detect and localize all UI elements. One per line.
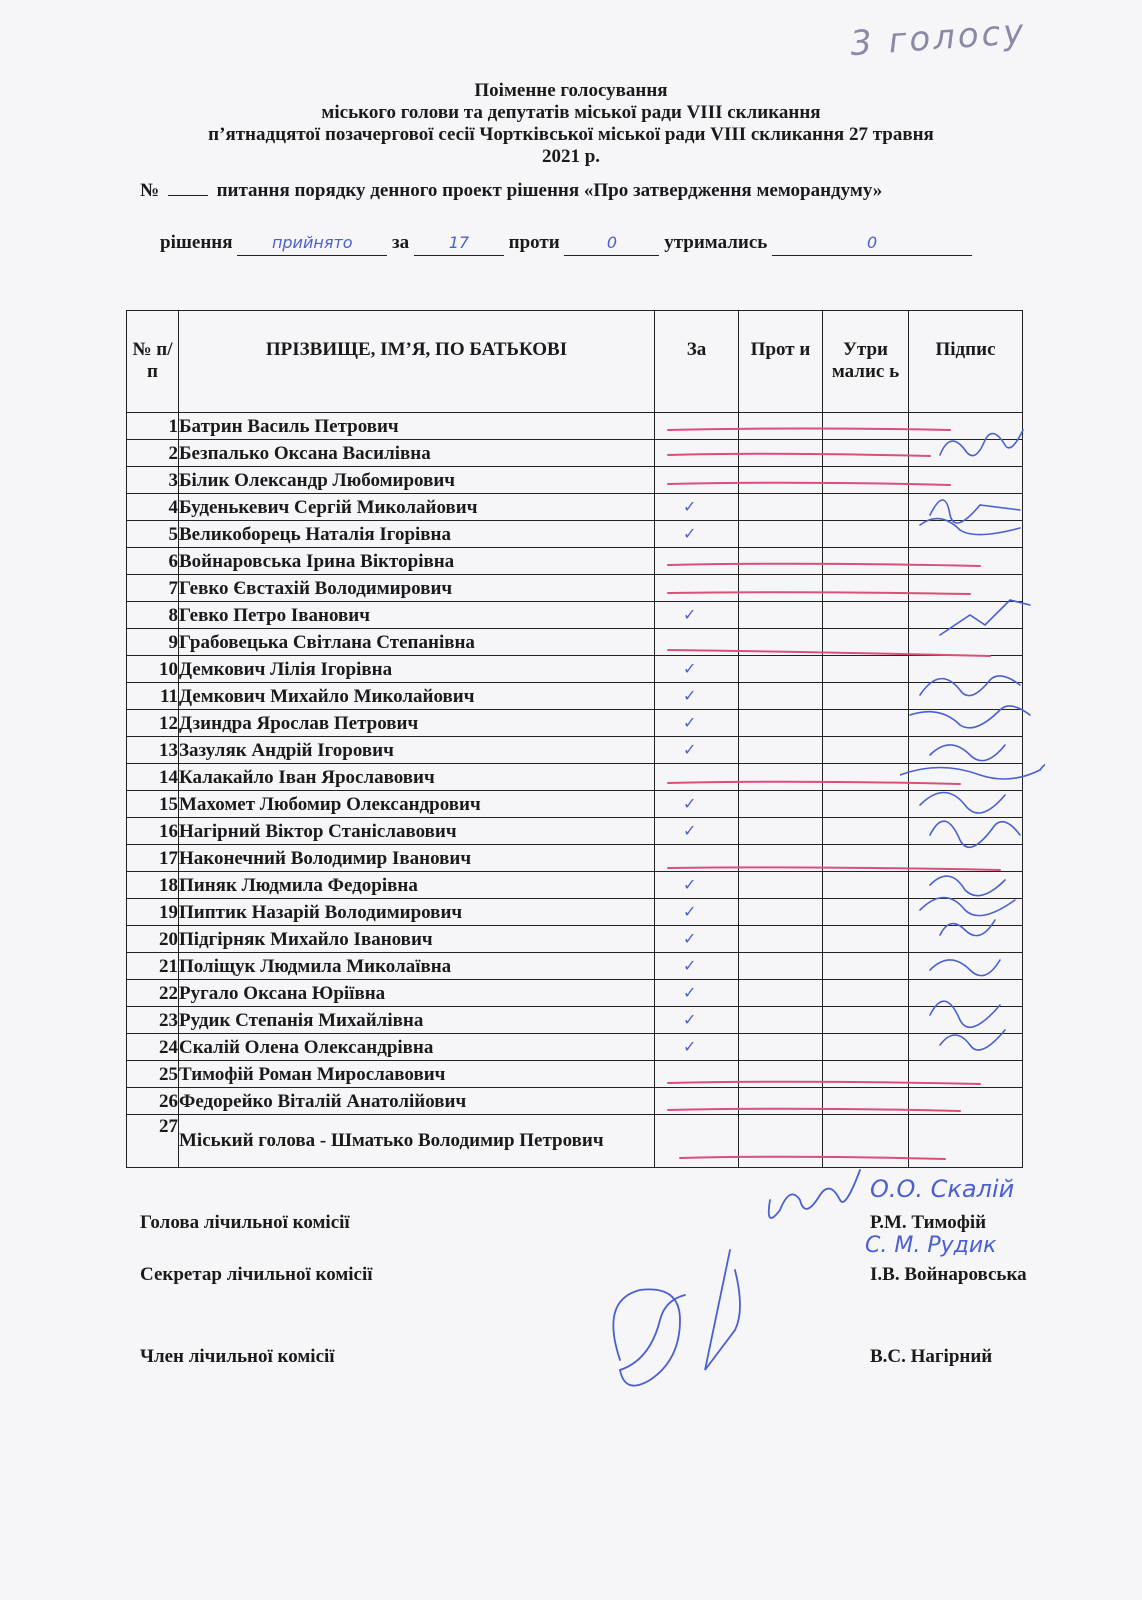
for-cell (655, 899, 739, 926)
for-cell (655, 1061, 739, 1088)
row-number: 24 (127, 1034, 179, 1061)
against-cell (739, 818, 823, 845)
corner-handwritten-note: 3 голосу (848, 11, 1028, 65)
abstain-cell (823, 953, 909, 980)
deputy-name: Гевко Євстахій Володимирович (179, 575, 655, 602)
row-number: 6 (127, 548, 179, 575)
col-header-abstain: Утри малис ь (823, 311, 909, 413)
deputy-name: Войнаровська Ірина Вікторівна (179, 548, 655, 575)
col-header-against: Прот и (739, 311, 823, 413)
col-header-signature: Підпис (909, 311, 1023, 413)
for-cell (655, 980, 739, 1007)
table-row (127, 1061, 1023, 1088)
deputy-name: Наконечний Володимир Іванович (179, 845, 655, 872)
abstain-cell (823, 602, 909, 629)
deputy-name: Пиняк Людмила Федорівна (179, 872, 655, 899)
row-number: 5 (127, 521, 179, 548)
chair-name: Р.М. Тимофій (870, 1212, 987, 1233)
deputy-name: Поліщук Людмила Миколаївна (179, 953, 655, 980)
decision-line (160, 232, 972, 256)
abstain-cell (823, 737, 909, 764)
against-cell (739, 629, 823, 656)
against-cell (739, 413, 823, 440)
row-number: 21 (127, 953, 179, 980)
table-row (127, 629, 1023, 656)
row-number: 26 (127, 1088, 179, 1115)
signature-cell (909, 953, 1023, 980)
signature-cell (909, 818, 1023, 845)
signature-cell (909, 737, 1023, 764)
row-number: 25 (127, 1061, 179, 1088)
check-mark-icon: ✓ (683, 983, 697, 1002)
deputy-name: Ругало Оксана Юріївна (179, 980, 655, 1007)
secretary-name: І.В. Войнаровська (870, 1264, 1027, 1285)
table-row (127, 764, 1023, 791)
against-cell (739, 575, 823, 602)
table-row (127, 1115, 1023, 1168)
for-cell (655, 845, 739, 872)
table-row (127, 683, 1023, 710)
table-row (127, 1007, 1023, 1034)
row-number: 16 (127, 818, 179, 845)
against-cell (739, 926, 823, 953)
table-row (127, 521, 1023, 548)
deputy-name: Демкович Лілія Ігорівна (179, 656, 655, 683)
against-cell (739, 845, 823, 872)
deputy-name: Великоборець Наталія Ігорівна (179, 521, 655, 548)
for-cell (655, 602, 739, 629)
check-mark-icon: ✓ (683, 902, 697, 921)
member-role: Член лічильної комісії (140, 1346, 335, 1367)
table-row (127, 602, 1023, 629)
table-row (127, 575, 1023, 602)
abstain-cell (823, 980, 909, 1007)
signature-secretary (705, 1250, 740, 1370)
abstain-cell (823, 1007, 909, 1034)
deputy-name: Підгірняк Михайло Іванович (179, 926, 655, 953)
table-row (127, 467, 1023, 494)
abstain-cell (823, 872, 909, 899)
for-cell (655, 710, 739, 737)
signature-chair (769, 1170, 860, 1218)
against-cell (739, 656, 823, 683)
abstain-cell (823, 764, 909, 791)
signature-cell (909, 602, 1023, 629)
check-mark-icon: ✓ (683, 659, 697, 678)
against-cell (739, 872, 823, 899)
for-cell (655, 872, 739, 899)
against-cell (739, 1061, 823, 1088)
row-number: 12 (127, 710, 179, 737)
check-mark-icon: ✓ (683, 1010, 697, 1029)
row-number: 22 (127, 980, 179, 1007)
col-header-num: № п/п (127, 311, 179, 413)
abstain-value: 0 (772, 233, 972, 256)
abstain-cell (823, 1034, 909, 1061)
against-value: 0 (564, 233, 659, 256)
abstain-cell (823, 926, 909, 953)
deputy-name: Буденькевич Сергій Миколайович (179, 494, 655, 521)
signature-cell (909, 899, 1023, 926)
signature-cell (909, 413, 1023, 440)
for-cell (655, 764, 739, 791)
row-number: 2 (127, 440, 179, 467)
for-cell (655, 926, 739, 953)
abstain-cell (823, 575, 909, 602)
row-number: 9 (127, 629, 179, 656)
against-cell (739, 953, 823, 980)
deputy-name: Пиптик Назарій Володимирович (179, 899, 655, 926)
decision-label: рішення (160, 232, 233, 253)
abstain-cell (823, 899, 909, 926)
deputy-name: Безпалько Оксана Василівна (179, 440, 655, 467)
for-cell (655, 791, 739, 818)
for-cell (655, 1088, 739, 1115)
against-cell (739, 467, 823, 494)
row-number: 19 (127, 899, 179, 926)
decision-value: прийнято (237, 233, 387, 256)
for-cell (655, 1007, 739, 1034)
signature-cell (909, 791, 1023, 818)
deputy-name: Федорейко Віталій Анатолійович (179, 1088, 655, 1115)
signature-cell (909, 575, 1023, 602)
deputy-name: Гевко Петро Іванович (179, 602, 655, 629)
against-cell (739, 548, 823, 575)
check-mark-icon: ✓ (683, 686, 697, 705)
row-number: 3 (127, 467, 179, 494)
table-row (127, 818, 1023, 845)
handwritten-name-1: О.О. Скалій (870, 1175, 1015, 1203)
signature-cell (909, 1115, 1023, 1168)
against-cell (739, 710, 823, 737)
table-row (127, 926, 1023, 953)
row-number: 8 (127, 602, 179, 629)
check-mark-icon: ✓ (683, 1037, 697, 1056)
row-number: 7 (127, 575, 179, 602)
check-mark-icon: ✓ (683, 821, 697, 840)
for-cell (655, 683, 739, 710)
deputy-name: Рудик Степанія Михайлівна (179, 1007, 655, 1034)
for-cell (655, 467, 739, 494)
for-cell (655, 494, 739, 521)
table-row (127, 872, 1023, 899)
row-number: 23 (127, 1007, 179, 1034)
deputy-name: Скалій Олена Олександрівна (179, 1034, 655, 1061)
row-number: 13 (127, 737, 179, 764)
row-number: 27 (127, 1115, 179, 1168)
table-row (127, 845, 1023, 872)
against-cell (739, 737, 823, 764)
for-value: 17 (414, 233, 504, 256)
abstain-label: утримались (664, 232, 768, 253)
for-cell (655, 656, 739, 683)
table-row (127, 899, 1023, 926)
table-row (127, 1034, 1023, 1061)
row-number: 4 (127, 494, 179, 521)
handwritten-name-2: С. М. Рудик (865, 1233, 997, 1258)
table-row (127, 413, 1023, 440)
member-name: В.С. Нагірний (870, 1346, 993, 1367)
row-number: 14 (127, 764, 179, 791)
signature-cell (909, 1034, 1023, 1061)
header-line-1: Поіменне голосування (474, 80, 668, 101)
against-cell (739, 683, 823, 710)
for-cell (655, 953, 739, 980)
against-cell (739, 1088, 823, 1115)
header-line-3: п’ятнадцятої позачергової сесії Чортківської міської ради VIII скликання 27 травня (208, 124, 934, 145)
agenda-number-blank (168, 195, 208, 196)
secretary-role: Секретар лічильної комісії (140, 1264, 373, 1285)
abstain-cell (823, 521, 909, 548)
signature-cell (909, 1007, 1023, 1034)
row-number: 15 (127, 791, 179, 818)
for-cell (655, 548, 739, 575)
against-cell (739, 764, 823, 791)
header-line-2: міського голови та депутатів міської ради VIII скликання (321, 102, 821, 123)
deputy-name: Батрин Василь Петрович (179, 413, 655, 440)
for-cell (655, 413, 739, 440)
abstain-cell (823, 1115, 909, 1168)
for-cell (655, 737, 739, 764)
check-mark-icon: ✓ (683, 956, 697, 975)
abstain-cell (823, 413, 909, 440)
deputy-name: Махомет Любомир Олександрович (179, 791, 655, 818)
roll-call-table (126, 310, 1023, 1168)
check-mark-icon: ✓ (683, 875, 697, 894)
signature-cell (909, 710, 1023, 737)
col-header-name: ПРІЗВИЩЕ, ІМ’Я, ПО БАТЬКОВІ (179, 311, 655, 413)
row-number: 17 (127, 845, 179, 872)
signature-cell (909, 1088, 1023, 1115)
signature-cell (909, 872, 1023, 899)
abstain-cell (823, 818, 909, 845)
table-row (127, 656, 1023, 683)
document-header (0, 80, 1142, 168)
table-row (127, 440, 1023, 467)
table-row (127, 548, 1023, 575)
agenda-line (140, 180, 882, 202)
against-cell (739, 602, 823, 629)
row-number: 10 (127, 656, 179, 683)
signature-cell (909, 926, 1023, 953)
abstain-cell (823, 683, 909, 710)
against-cell (739, 899, 823, 926)
check-mark-icon: ✓ (683, 605, 697, 624)
deputy-name: Демкович Михайло Миколайович (179, 683, 655, 710)
signature-cell (909, 764, 1023, 791)
header-line-4: 2021 р. (541, 146, 601, 167)
against-label: проти (508, 232, 560, 253)
signature-cell (909, 494, 1023, 521)
check-mark-icon: ✓ (683, 929, 697, 948)
abstain-cell (823, 656, 909, 683)
table-row (127, 737, 1023, 764)
row-number: 20 (127, 926, 179, 953)
against-cell (739, 521, 823, 548)
signature-cell (909, 440, 1023, 467)
signature-cell (909, 845, 1023, 872)
abstain-cell (823, 440, 909, 467)
deputy-name: Білик Олександр Любомирович (179, 467, 655, 494)
deputy-name: Міський голова - Шматько Володимир Петрович (179, 1115, 655, 1168)
deputy-name: Калакайло Іван Ярославович (179, 764, 655, 791)
signature-cell (909, 656, 1023, 683)
check-mark-icon: ✓ (683, 497, 697, 516)
check-mark-icon: ✓ (683, 794, 697, 813)
against-cell (739, 791, 823, 818)
deputy-name: Грабовецька Світлана Степанівна (179, 629, 655, 656)
signature-cell (909, 629, 1023, 656)
check-mark-icon: ✓ (683, 524, 697, 543)
row-number: 11 (127, 683, 179, 710)
table-header-row (127, 311, 1023, 413)
against-cell (739, 1115, 823, 1168)
abstain-cell (823, 1061, 909, 1088)
abstain-cell (823, 791, 909, 818)
deputy-name: Зазуляк Андрій Ігорович (179, 737, 655, 764)
signature-cell (909, 980, 1023, 1007)
for-cell (655, 818, 739, 845)
abstain-cell (823, 494, 909, 521)
chair-role: Голова лічильної комісії (140, 1212, 350, 1233)
for-cell (655, 1034, 739, 1061)
signature-member (613, 1289, 685, 1385)
check-mark-icon: ✓ (683, 740, 697, 759)
table-row (127, 710, 1023, 737)
against-cell (739, 1007, 823, 1034)
against-cell (739, 494, 823, 521)
abstain-cell (823, 548, 909, 575)
for-cell (655, 575, 739, 602)
for-cell (655, 440, 739, 467)
signature-cell (909, 467, 1023, 494)
deputy-name: Тимофій Роман Мирославович (179, 1061, 655, 1088)
signature-cell (909, 521, 1023, 548)
for-cell (655, 1115, 739, 1168)
against-cell (739, 980, 823, 1007)
for-cell (655, 521, 739, 548)
table-row (127, 791, 1023, 818)
against-cell (739, 1034, 823, 1061)
deputy-name: Нагірний Віктор Станіславович (179, 818, 655, 845)
row-number: 1 (127, 413, 179, 440)
abstain-cell (823, 845, 909, 872)
agenda-number-sign: № (140, 180, 160, 201)
for-label: за (392, 232, 410, 253)
row-number: 18 (127, 872, 179, 899)
against-cell (739, 440, 823, 467)
for-cell (655, 629, 739, 656)
abstain-cell (823, 467, 909, 494)
signature-cell (909, 683, 1023, 710)
table-row (127, 980, 1023, 1007)
abstain-cell (823, 1088, 909, 1115)
col-header-for: За (655, 311, 739, 413)
signature-cell (909, 1061, 1023, 1088)
check-mark-icon: ✓ (683, 713, 697, 732)
agenda-text: питання порядку денного проект рішення «Про затвердження меморандуму» (216, 180, 883, 201)
signature-cell (909, 548, 1023, 575)
table-row (127, 953, 1023, 980)
table-row (127, 494, 1023, 521)
deputy-name: Дзиндра Ярослав Петрович (179, 710, 655, 737)
abstain-cell (823, 710, 909, 737)
table-row (127, 1088, 1023, 1115)
abstain-cell (823, 629, 909, 656)
